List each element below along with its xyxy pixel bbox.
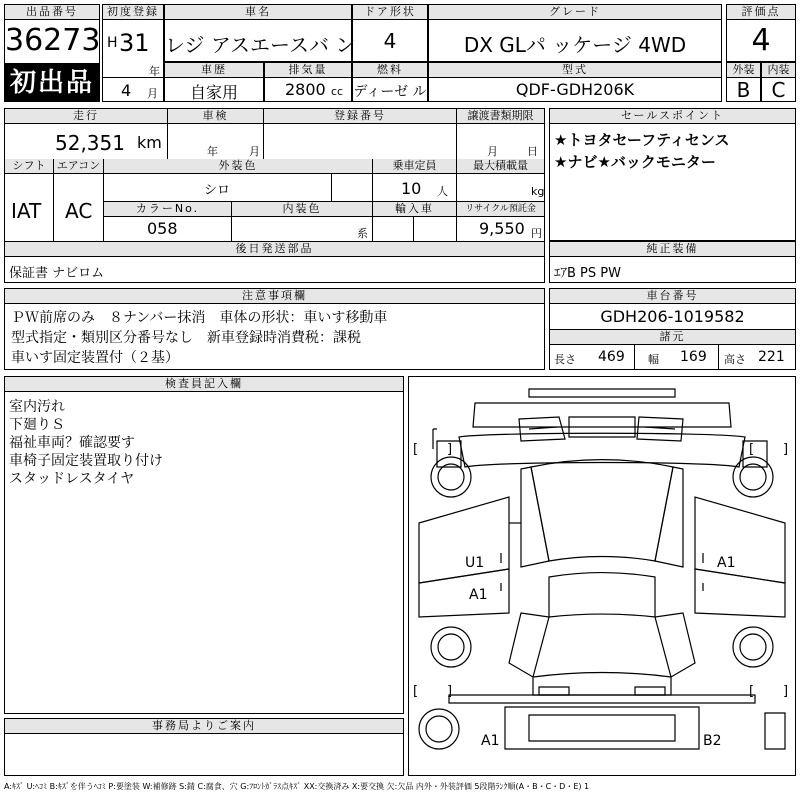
height-label: 高さ <box>724 353 746 366</box>
grade-label: グレード <box>429 5 721 20</box>
sales-point-item: ★ナビ★バックモニター <box>554 153 716 171</box>
exterior-grade: B <box>736 78 751 102</box>
bracket-open: [ <box>749 442 755 457</box>
reg-number-label: 登録番号 <box>263 109 456 124</box>
chassis-box <box>549 288 796 370</box>
first-registration-box <box>102 4 164 102</box>
history-label: 車歴 <box>165 63 263 78</box>
width-value: 169 <box>680 349 707 365</box>
recycle-value: 9,550 <box>479 219 525 238</box>
sales-points-box <box>549 108 796 241</box>
inspection-label: 車検 <box>167 109 263 124</box>
registration-year: 31 <box>119 29 150 57</box>
length-label: 長さ <box>554 353 576 366</box>
fuel-label: 燃料 <box>353 63 427 78</box>
inspector-line: 車椅子固定装置取り付け <box>9 453 163 469</box>
grade-box <box>428 4 722 62</box>
grade-value: DX GLパ ッケージ 4WD <box>463 33 687 57</box>
fuel-box <box>352 62 428 102</box>
model-value: QDF-GDH206K <box>515 80 635 99</box>
registration-month: 4 <box>121 81 132 100</box>
import-label: 輸入車 <box>372 201 456 217</box>
car-name-box <box>164 4 356 62</box>
notes-label: 注意事項欄 <box>5 289 544 304</box>
ext-color-label: 外装色 <box>103 159 372 174</box>
model-box <box>428 62 722 102</box>
max-load-label: 最大積載量 <box>456 159 544 174</box>
inspector-line: 室内汚れ <box>9 399 65 415</box>
exterior-label: 外装 <box>727 63 760 78</box>
sales-points-label: セールスポイント <box>550 109 795 124</box>
capacity-label: 乗車定員 <box>372 159 456 174</box>
int-color-label: 内装色 <box>231 201 372 217</box>
displacement-box <box>264 62 352 102</box>
inspector-line: スタッドレスタイヤ <box>9 471 135 487</box>
inspection-month-unit: 月 <box>249 145 260 158</box>
month-unit: 月 <box>147 87 158 100</box>
damage-mark: U1 <box>465 555 485 571</box>
chassis-label: 車台番号 <box>550 289 795 304</box>
equipment-box <box>549 241 796 283</box>
inspector-box <box>4 376 404 714</box>
office-box <box>4 718 404 776</box>
displacement-unit: cc <box>331 85 344 98</box>
doors-box <box>352 4 428 62</box>
lot-number: 36273 <box>5 23 101 58</box>
max-load-unit: kg <box>531 185 545 198</box>
transfer-day-unit: 日 <box>527 145 538 158</box>
inspector-label: 検査員記入欄 <box>5 377 403 392</box>
car-diagram-box <box>408 376 796 776</box>
capacity-unit: 人 <box>437 185 448 198</box>
mileage-label: 走行 <box>5 109 167 124</box>
notes-line: 型式指定・類別区分番号なし 新車登録時消費税：課税 <box>11 330 361 346</box>
chassis-number: GDH206-1019582 <box>600 307 745 326</box>
bracket-close: ] <box>447 684 453 699</box>
height-value: 221 <box>758 349 785 365</box>
int-color-unit: 系 <box>357 227 368 240</box>
score-box <box>726 4 796 62</box>
model-label: 型式 <box>429 63 721 78</box>
damage-mark: A1 <box>717 555 736 571</box>
bracket-open: [ <box>413 684 419 699</box>
specs-label: 諸元 <box>550 329 795 345</box>
history-box <box>164 62 264 102</box>
transfer-deadline-label: 譲渡書類期限 <box>456 109 544 124</box>
notes-box <box>4 288 545 370</box>
bracket-close: ] <box>447 442 453 457</box>
bracket-open: [ <box>413 442 419 457</box>
lot-number-label: 出品番号 <box>5 5 99 20</box>
damage-mark: A1 <box>481 733 500 749</box>
width-label: 幅 <box>648 353 659 366</box>
era: H <box>107 35 118 51</box>
interior-box <box>761 62 796 102</box>
damage-mark: B2 <box>703 733 722 749</box>
bracket-close: ] <box>783 684 789 699</box>
car-name: レジ アスエースバ ン <box>165 33 356 57</box>
mileage-unit: km <box>137 133 162 152</box>
sales-point-item: ★トヨタセーフティセンス <box>554 131 730 149</box>
notes-line: ＰＷ前席のみ ８ナンバー抹消 車体の形状：車いす移動車 <box>11 310 388 326</box>
later-parts-label: 後日発送部品 <box>5 242 544 257</box>
recycle-unit: 円 <box>531 227 542 240</box>
equipment-value: ｴｱB PS PW <box>554 266 621 281</box>
length-value: 469 <box>598 349 625 365</box>
car-name-label: 車名 <box>165 5 351 20</box>
lot-number-box <box>4 4 100 64</box>
history-value: 自家用 <box>189 83 238 102</box>
fuel-value: ディーゼ ル <box>353 84 427 100</box>
ac-value: AC <box>65 199 93 223</box>
first-listing-badge: 初出品 <box>4 64 100 102</box>
recycle-label: リサイクル預託金 <box>456 201 544 217</box>
exterior-box <box>726 62 761 102</box>
color-no-value: 058 <box>147 219 178 238</box>
doors-value: 4 <box>383 29 397 53</box>
shift-value: IAT <box>11 199 42 223</box>
displacement-label: 排気量 <box>265 63 351 78</box>
equipment-label: 純正装備 <box>550 242 795 257</box>
shift-label: シフト <box>5 159 53 174</box>
bracket-close: ] <box>783 442 789 457</box>
interior-grade: C <box>771 78 786 102</box>
displacement-value: 2800 <box>285 80 326 99</box>
inspection-year-unit: 年 <box>207 145 218 158</box>
year-unit: 年 <box>149 65 160 78</box>
legend: A:ｷｽﾞ U:ﾍｺﾐ B:ｷｽﾞを伴うﾍｺﾐ P:要塗装 W:補修跡 S:錆 C:腐食、穴 G:ﾌﾛﾝﾄｶﾞﾗｽ点ｷｽﾞ XX:交換済み X:要交換 欠:欠品 内外・外装評価 5段階ﾗﾝｸ順(A・B・C・D・E) 1 <box>4 782 590 791</box>
capacity-value: 10 <box>401 179 422 198</box>
details-block <box>4 108 545 283</box>
mileage-value: 52,351 <box>55 131 125 155</box>
doors-label: ドア形状 <box>353 5 427 20</box>
color-no-label: カラーNo. <box>103 201 231 217</box>
inspector-line: 福祉車両？確認要す <box>9 435 135 451</box>
ac-label: エアコン <box>53 159 103 174</box>
interior-label: 内装 <box>762 63 795 78</box>
car-diagram <box>409 377 795 775</box>
ext-color-value: シロ <box>203 183 230 198</box>
office-label: 事務局よりご案内 <box>5 719 403 734</box>
score-label: 評価点 <box>727 5 795 20</box>
score-value: 4 <box>751 23 771 58</box>
later-parts-value: 保証書 ナビロム <box>9 266 105 281</box>
notes-line: 車いす固定装置付（２基） <box>11 350 179 366</box>
damage-mark: A1 <box>469 587 488 603</box>
inspector-line: 下廻りＳ <box>9 417 65 433</box>
transfer-month-unit: 月 <box>487 145 498 158</box>
first-registration-label: 初度登録 <box>103 5 163 20</box>
bracket-open: [ <box>749 684 755 699</box>
